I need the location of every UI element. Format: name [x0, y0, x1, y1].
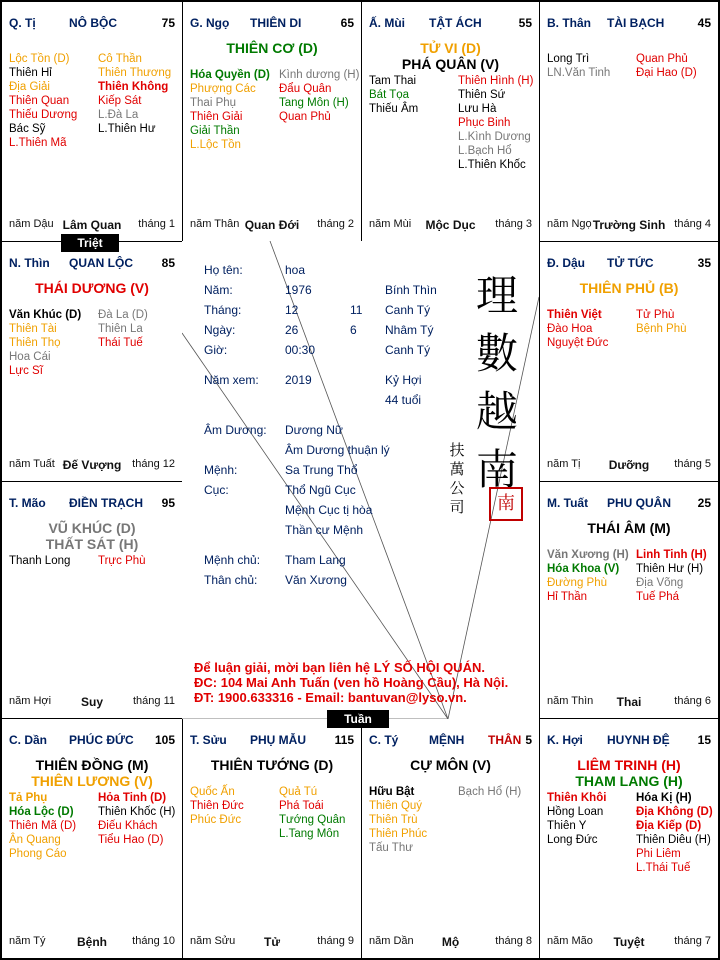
- palace-name: PHU QUÂN: [607, 496, 672, 510]
- palace-name: QUAN LỘC: [69, 256, 133, 270]
- palace-footer: [369, 935, 532, 949]
- star-dao-hoa: Đào Hoa: [547, 323, 593, 335]
- star-dau-quan: Đẩu Quân: [279, 83, 332, 95]
- palace-age: 15: [697, 733, 711, 747]
- thang-can-chi: Canh Tý: [385, 303, 431, 317]
- palace-header: [547, 16, 711, 32]
- star-thien-hi: Thiên Hỉ: [9, 67, 52, 79]
- star-ta-phu: Tả Phụ: [9, 792, 48, 804]
- palace-year: năm Tý: [9, 935, 46, 947]
- palace-stage: Thai: [616, 695, 642, 709]
- main-star-thai-am-m: THÁI ÂM (M): [587, 520, 671, 536]
- palace-age: 5: [525, 733, 532, 747]
- palace-stage: Dưỡng: [608, 458, 650, 472]
- calligraphy-subtext: 扶 萬 公 司: [449, 441, 465, 516]
- ngay-duong: 26: [285, 323, 299, 337]
- thang-label: Tháng:: [204, 303, 242, 317]
- star-column-left: [9, 554, 70, 568]
- star-thien-thuong: Thiên Thương: [98, 67, 172, 79]
- star-van-khuc-d: Văn Khúc (D): [9, 309, 82, 321]
- palace-position: G. Ngọ: [190, 16, 230, 30]
- nam-xem-label: Năm xem:: [204, 373, 259, 387]
- palace-position: B. Thân: [547, 16, 591, 30]
- star-column-left: [190, 785, 244, 827]
- palace-header: [9, 496, 175, 512]
- main-stars: [544, 520, 714, 536]
- contact-line-1: Để luận giải, mời bạn liên hệ LÝ SỐ HỘI QUÁN.: [194, 660, 485, 675]
- star-thien-tru: Thiên Trù: [369, 814, 418, 826]
- palace-year: năm Thìn: [547, 695, 594, 707]
- palace-name: TẬT ÁCH: [429, 16, 482, 30]
- star-phuc-duc: Phúc Đức: [190, 814, 242, 826]
- palace-header: [369, 733, 532, 749]
- palace-year: năm Tuất: [9, 458, 55, 470]
- palace-footer: [369, 218, 532, 232]
- star-l-tang-mon: L.Tang Môn: [279, 828, 340, 840]
- palace-year: năm Hợi: [9, 695, 52, 707]
- star-column-left: [547, 308, 608, 350]
- star-dia-khong-d: Địa Không (D): [636, 806, 713, 818]
- main-stars: [6, 757, 178, 789]
- palace-stage: Bệnh: [77, 935, 107, 949]
- contact-line-2: ĐC: 104 Mai Anh Tuấn (ven hồ Hoàng Cầu), Hà Nội.: [194, 675, 509, 690]
- palace-footer: [547, 458, 711, 472]
- palace-ty: [361, 718, 540, 959]
- star-thien-hu-h: Thiên Hư (H): [636, 563, 704, 575]
- star-hoa-cai: Hoa Cái: [9, 351, 51, 363]
- star-huu-bat: Hữu Bật: [369, 786, 415, 798]
- palace-age: 75: [161, 16, 175, 30]
- star-long-tri: Long Trì: [547, 53, 590, 65]
- main-stars: [187, 40, 357, 56]
- star-tuong-quan: Tướng Quân: [279, 814, 346, 826]
- star-dieu-khach: Điếu Khách: [98, 820, 158, 832]
- main-stars: [544, 280, 714, 296]
- palace-footer: [547, 695, 711, 709]
- main-stars: [366, 757, 535, 773]
- star-bat-toa: Bát Tọa: [369, 89, 410, 101]
- star-column-left: [190, 68, 270, 152]
- star-tue-pha: Tuế Phá: [636, 591, 680, 603]
- star-van-xuong-h: Văn Xương (H): [547, 549, 629, 561]
- palace-footer: [547, 218, 711, 232]
- nam-xem-can-chi: Kỷ Hợi: [385, 373, 422, 387]
- contact-block: [194, 660, 508, 705]
- palace-header: [547, 256, 711, 272]
- star-column-right: [98, 52, 171, 136]
- star-thai-phu: Thai Phụ: [190, 97, 237, 109]
- star-kiep-sat: Kiếp Sát: [98, 95, 142, 107]
- star-phuong-cac: Phượng Các: [190, 83, 256, 95]
- menh-value: Sa Trung Thổ: [285, 463, 358, 477]
- star-thien-hinh-h: Thiên Hình (H): [458, 75, 534, 87]
- star-thien-khoc-h: Thiên Khốc (H): [98, 806, 176, 818]
- star-thien-tho: Thiên Thọ: [9, 337, 61, 349]
- gio-can-chi: Canh Tý: [385, 343, 431, 357]
- cuc-note-2: Thần cư Mệnh: [285, 523, 364, 537]
- palace-month: tháng 1: [138, 218, 175, 230]
- star-phong-cao: Phong Cáo: [9, 848, 67, 860]
- palace-name: PHỤ MẪU: [250, 733, 306, 747]
- palace-stage: Suy: [80, 695, 103, 709]
- star-tau-thu: Tấu Thư: [369, 842, 413, 854]
- cuc-value: Thổ Ngũ Cục: [285, 483, 356, 497]
- palace-suu: [182, 718, 362, 959]
- main-stars: [187, 757, 357, 773]
- palace-month: tháng 10: [132, 935, 175, 947]
- palace-header: [547, 733, 711, 749]
- palace-month: tháng 3: [495, 218, 532, 230]
- palace-name: NÔ BỘC: [69, 16, 117, 30]
- palace-hoi: [539, 718, 719, 959]
- star-column-right: [279, 785, 345, 841]
- palace-mui: [361, 1, 540, 242]
- palace-age: 115: [334, 733, 354, 747]
- palace-ti: [1, 1, 183, 242]
- star-thieu-duong: Thiếu Dương: [9, 109, 78, 121]
- star-thien-tai: Thiên Tài: [9, 323, 57, 335]
- star-giai-than: Giải Thần: [190, 125, 240, 137]
- center-info-panel: [182, 241, 539, 719]
- main-stars: [6, 520, 178, 552]
- palace-name: HUYNH ĐỆ: [607, 733, 670, 747]
- star-thien-dieu-h: Thiên Diêu (H): [636, 834, 711, 846]
- palace-age: 55: [518, 16, 532, 30]
- star-tang-mon-h: Tang Môn (H): [279, 97, 349, 109]
- triet-marker: Triệt: [61, 234, 119, 252]
- star-quan-phu: Quan Phủ: [636, 53, 688, 65]
- star-column-right: [98, 791, 175, 847]
- palace-year: năm Mùi: [369, 218, 412, 230]
- main-star-thien-co-d: THIÊN CƠ (D): [226, 40, 318, 56]
- ho-ten-label: Họ tên:: [204, 263, 243, 277]
- star-column-right: [636, 791, 713, 875]
- main-star-pha-quan-v: PHÁ QUÂN (V): [401, 56, 500, 72]
- ngay-am: 6: [350, 323, 357, 337]
- star-thien-phuc: Thiên Phúc: [369, 828, 428, 840]
- star-tam-thai: Tam Thai: [369, 75, 417, 87]
- palace-stage: Trường Sinh: [592, 218, 666, 232]
- star-column-right: [458, 74, 533, 172]
- star-tieu-hao-d: Tiểu Hao (D): [98, 834, 164, 846]
- palace-header: [190, 733, 354, 749]
- star-thien-y: Thiên Y: [547, 820, 587, 832]
- palace-thin: [1, 241, 183, 482]
- star-quoc-an: Quốc Ấn: [190, 786, 235, 798]
- palace-month: tháng 8: [495, 935, 532, 947]
- main-star-thien-tuong-d: THIÊN TƯỚNG (D): [210, 757, 334, 773]
- star-co-than: Cô Thần: [98, 53, 142, 65]
- palace-position: Ấ. Mùi: [369, 16, 405, 30]
- star-thanh-long: Thanh Long: [9, 555, 71, 567]
- palace-footer: [9, 218, 175, 232]
- palace-year: năm Tị: [547, 458, 581, 470]
- star-luu-ha: Lưu Hà: [458, 103, 497, 115]
- star-bach-ho-h: Bạch Hổ (H): [458, 786, 522, 798]
- menh-label: Mệnh:: [204, 463, 238, 477]
- gio-value: 00:30: [285, 343, 316, 357]
- nam-xem-value: 2019: [285, 373, 312, 387]
- palace-stage: Tuyệt: [613, 935, 645, 949]
- star-thien-giai: Thiên Giải: [190, 111, 243, 123]
- main-star-cu-mon-v: CỰ MÔN (V): [410, 757, 491, 773]
- star-l-bach-ho: L.Bạch Hổ: [458, 145, 512, 157]
- gio-label: Giờ:: [204, 343, 228, 357]
- star-l-thien-khoc: L.Thiên Khốc: [458, 159, 526, 171]
- star-tu-phu: Tử Phù: [636, 309, 675, 321]
- star-l-thien-ma: L.Thiên Mã: [9, 137, 67, 149]
- star-ln-van-tinh: LN.Văn Tinh: [547, 67, 611, 79]
- palace-month: tháng 2: [317, 218, 354, 230]
- star-an-quang: Ân Quang: [9, 834, 61, 846]
- star-column-left: [9, 52, 77, 150]
- contact-line-3: ĐT: 1900.633316 - Email: bantuvan@lyso.vn.: [194, 690, 467, 705]
- star-dai-hao-d: Đại Hao (D): [636, 67, 697, 79]
- main-stars: [6, 280, 178, 296]
- star-thien-khoi: Thiên Khôi: [547, 792, 607, 804]
- palace-footer: [9, 935, 175, 949]
- main-stars: [366, 40, 535, 72]
- star-nguyet-duc: Nguyệt Đức: [547, 337, 609, 349]
- palace-age: 25: [697, 496, 711, 510]
- palace-header: [9, 16, 175, 32]
- main-star-vu-khuc-d: VŨ KHÚC (D): [48, 520, 136, 536]
- star-l-da-la: L.Đà La: [98, 109, 139, 121]
- palace-stage: Tử: [263, 935, 281, 949]
- star-thien-duc: Thiên Đức: [190, 800, 244, 812]
- red-seal-stamp: 南: [489, 487, 523, 521]
- palace-month: tháng 11: [132, 695, 175, 707]
- tuoi-value: 44 tuổi: [385, 393, 422, 407]
- star-column-left: [547, 52, 610, 80]
- palace-stage: Mộc Dục: [425, 218, 476, 232]
- palace-name: ĐIỀN TRẠCH: [69, 496, 143, 510]
- star-long-duc: Long Đức: [547, 834, 598, 846]
- main-star-that-sat-h: THẤT SÁT (H): [45, 536, 139, 552]
- main-star-liem-trinh-h: LIÊM TRINH (H): [577, 757, 681, 773]
- thang-duong: 12: [285, 303, 299, 317]
- palace-stage: Quan Đới: [244, 218, 300, 232]
- palace-header: [190, 16, 354, 32]
- star-column-right: [636, 548, 707, 604]
- palace-year: năm Dậu: [9, 218, 54, 230]
- ngay-can-chi: Nhâm Tý: [385, 323, 434, 337]
- star-dia-vong: Địa Võng: [636, 577, 684, 589]
- palace-stage: Lâm Quan: [62, 218, 122, 232]
- star-thien-quy: Thiên Quý: [369, 800, 423, 812]
- menh-chu-label: Mệnh chủ:: [204, 553, 261, 567]
- star-truc-phu: Trực Phù: [98, 555, 146, 567]
- palace-header: [9, 256, 175, 272]
- star-hoa-tinh-d: Hỏa Tinh (D): [98, 792, 167, 804]
- palace-age: 45: [697, 16, 711, 30]
- palace-month: tháng 9: [317, 935, 354, 947]
- than-chu-value: Văn Xương: [285, 573, 347, 587]
- star-column-left: [369, 785, 427, 855]
- nam-value: 1976: [285, 283, 312, 297]
- star-column-right: [279, 68, 359, 124]
- menh-chu-value: Tham Lang: [285, 553, 346, 567]
- palace-name: THIÊN DI: [250, 16, 302, 30]
- ngay-label: Ngày:: [204, 323, 236, 337]
- star-bac-sy: Bác Sỹ: [9, 123, 46, 135]
- star-thien-su: Thiên Sứ: [458, 89, 506, 101]
- palace-stage: Mộ: [441, 935, 460, 949]
- palace-month: tháng 12: [132, 458, 175, 470]
- star-dia-kiep-d: Địa Kiếp (D): [636, 820, 702, 832]
- palace-stage: Đế Vượng: [62, 458, 122, 472]
- thang-am: 11: [350, 303, 363, 317]
- palace-position: N. Thìn: [9, 256, 50, 270]
- palace-year: năm Mão: [547, 935, 593, 947]
- star-thien-quan: Thiên Quan: [9, 95, 70, 107]
- star-column-left: [547, 791, 606, 847]
- star-phi-liem: Phi Liêm: [636, 848, 681, 860]
- palace-position: T. Mão: [9, 496, 46, 510]
- star-phuc-binh: Phục Binh: [458, 117, 511, 129]
- ho-ten-value: hoa: [285, 263, 306, 277]
- palace-footer: [190, 218, 354, 232]
- palace-header: [547, 496, 711, 512]
- main-star-tham-lang-h: THAM LANG (H): [575, 773, 683, 789]
- palace-position: M. Tuất: [547, 496, 589, 510]
- main-star-tu-vi-d: TỬ VI (D): [420, 40, 481, 56]
- palace-mao: [1, 481, 183, 719]
- palace-year: năm Ngọ: [547, 218, 592, 230]
- palace-name: TỬ TỨC: [607, 256, 654, 270]
- cuc-label: Cục:: [204, 483, 229, 497]
- star-hoa-quyen-d: Hóa Quyền (D): [190, 69, 270, 81]
- star-l-thai-tue: L.Thái Tuế: [636, 862, 691, 874]
- palace-year: năm Sửu: [190, 935, 236, 947]
- star-hi-than: Hỉ Thần: [547, 591, 588, 603]
- star-da-la-d: Đà La (D): [98, 309, 148, 321]
- main-star-thien-luong-v: THIÊN LƯƠNG (V): [31, 773, 153, 789]
- palace-than: [539, 1, 719, 242]
- am-duong-label: Âm Dương:: [204, 423, 267, 437]
- star-column-right: [458, 785, 521, 799]
- palace-month: tháng 7: [674, 935, 711, 947]
- star-thien-viet: Thiên Việt: [547, 309, 602, 321]
- star-kinh-duong-h: Kình dương (H): [279, 69, 360, 81]
- star-hoa-ki-h: Hóa Kị (H): [636, 792, 692, 804]
- palace-age: 85: [161, 256, 175, 270]
- main-stars: [544, 757, 714, 789]
- palace-than-marker: THÂN: [488, 733, 522, 747]
- nam-label: Năm:: [204, 283, 233, 297]
- palace-position: K. Hợi: [547, 733, 583, 747]
- am-duong-note: Âm Dương thuận lý: [285, 443, 390, 457]
- palace-footer: [9, 695, 175, 709]
- palace-position: C. Dần: [9, 733, 48, 747]
- palace-age: 105: [154, 733, 175, 747]
- star-thien-khong: Thiên Không: [98, 81, 169, 93]
- star-column-right: [636, 308, 687, 336]
- star-benh-phu: Bệnh Phù: [636, 323, 687, 335]
- palace-ngo: [182, 1, 362, 242]
- palace-month: tháng 4: [674, 218, 711, 230]
- palace-year: năm Dần: [369, 935, 414, 947]
- palace-age: 35: [697, 256, 711, 270]
- palace-month: tháng 5: [674, 458, 711, 470]
- than-chu-label: Thân chủ:: [204, 573, 258, 587]
- palace-month: tháng 6: [674, 695, 711, 707]
- star-linh-tinh-h: Linh Tinh (H): [636, 549, 707, 561]
- star-column-right: [98, 554, 146, 568]
- star-pha-toai: Phá Toái: [279, 800, 324, 812]
- star-column-right: [98, 308, 148, 350]
- palace-footer: [190, 935, 354, 949]
- star-column-right: [636, 52, 697, 80]
- main-star-thien-phu-b: THIÊN PHỦ (B): [579, 280, 679, 296]
- palace-header: [369, 16, 532, 32]
- star-thieu-am: Thiếu Âm: [369, 103, 419, 115]
- star-l-thien-hu: L.Thiên Hư: [98, 123, 156, 135]
- tuan-marker: Tuần: [327, 710, 389, 728]
- palace-dan: [1, 718, 183, 959]
- star-duong-phu: Đường Phù: [547, 577, 607, 589]
- palace-name: MỆNH: [429, 733, 465, 747]
- star-column-left: [369, 74, 418, 116]
- star-l-kinh-duong: L.Kình Dương: [458, 131, 531, 143]
- star-qua-tu: Quả Tú: [279, 786, 318, 798]
- palace-position: C. Tý: [369, 733, 399, 747]
- palace-year: năm Thân: [190, 218, 240, 230]
- palace-name: TÀI BẠCH: [607, 16, 665, 30]
- star-thai-tue: Thái Tuế: [98, 337, 143, 349]
- star-hoa-loc-d: Hóa Lộc (D): [9, 806, 74, 818]
- palace-age: 65: [340, 16, 354, 30]
- star-thien-ma-d: Thiên Mã (D): [9, 820, 77, 832]
- palace-age: 95: [161, 496, 175, 510]
- star-column-left: [547, 548, 629, 604]
- palace-dau: [539, 241, 719, 482]
- star-thien-la: Thiên La: [98, 323, 143, 335]
- star-dia-giai: Địa Giải: [9, 81, 50, 93]
- star-column-left: [9, 791, 76, 861]
- palace-header: [9, 733, 175, 749]
- star-hong-loan: Hồng Loan: [547, 806, 604, 818]
- star-column-left: [9, 308, 81, 378]
- palace-footer: [9, 458, 175, 472]
- palace-position: T. Sửu: [190, 733, 227, 747]
- star-luc-si: Lực Sĩ: [9, 365, 43, 377]
- palace-position: Q. Tị: [9, 16, 36, 30]
- star-quan-phu: Quan Phủ: [279, 111, 331, 123]
- main-star-thai-duong-v: THÁI DƯƠNG (V): [35, 280, 149, 296]
- palace-tuat: [539, 481, 719, 719]
- palace-name: PHÚC ĐỨC: [69, 733, 134, 747]
- star-l-loc-ton: L.Lộc Tồn: [190, 139, 241, 151]
- calligraphy-logo: 理 數 越 南: [475, 271, 518, 494]
- palace-footer: [547, 935, 711, 949]
- nam-can-chi: Bính Thìn: [385, 283, 437, 297]
- palace-position: Đ. Dậu: [547, 256, 586, 270]
- main-star-thien-dong-m: THIÊN ĐỒNG (M): [35, 757, 149, 773]
- am-duong-value: Dương Nữ: [285, 423, 343, 437]
- cuc-note-1: Mệnh Cục tị hòa: [285, 503, 373, 517]
- star-loc-ton-d: Lộc Tồn (D): [9, 53, 70, 65]
- star-hoa-khoa-v: Hóa Khoa (V): [547, 563, 620, 575]
